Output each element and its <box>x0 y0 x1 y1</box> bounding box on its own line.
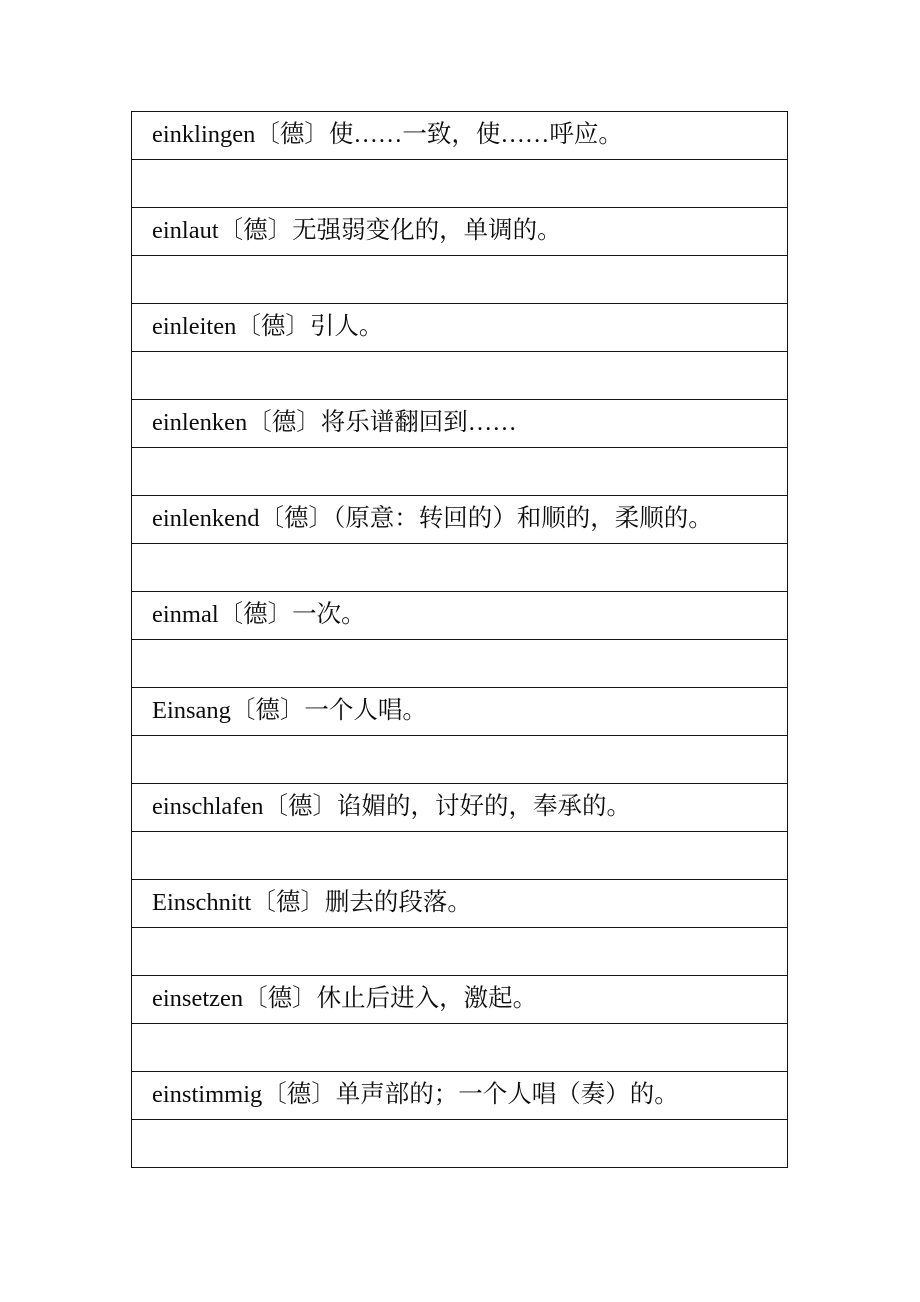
glossary-entry-cell: einlenkend〔德〕（原意：转回的）和顺的，柔顺的。 <box>132 496 788 544</box>
glossary-empty-cell <box>132 544 788 592</box>
table-row <box>132 880 788 928</box>
table-row <box>132 1120 788 1168</box>
table-row <box>132 1072 788 1120</box>
table-row <box>132 688 788 736</box>
table-row <box>132 1024 788 1072</box>
table-row <box>132 160 788 208</box>
glossary-empty-cell <box>132 1120 788 1168</box>
glossary-empty-cell <box>132 160 788 208</box>
glossary-table <box>131 111 788 1168</box>
table-row <box>132 208 788 256</box>
glossary-empty-cell <box>132 352 788 400</box>
glossary-entry-cell: einschlafen〔德〕谄媚的，讨好的，奉承的。 <box>132 784 788 832</box>
table-row <box>132 448 788 496</box>
table-row <box>132 928 788 976</box>
glossary-entry-cell: einleiten〔德〕引人。 <box>132 304 788 352</box>
table-row <box>132 784 788 832</box>
table-row <box>132 304 788 352</box>
table-row <box>132 496 788 544</box>
table-row <box>132 592 788 640</box>
table-row <box>132 352 788 400</box>
glossary-entry-cell: einlenken〔德〕将乐谱翻回到…… <box>132 400 788 448</box>
glossary-empty-cell <box>132 640 788 688</box>
table-row <box>132 640 788 688</box>
glossary-entry-cell: einsetzen〔德〕休止后进入，激起。 <box>132 976 788 1024</box>
glossary-entry-cell: Einsang〔德〕一个人唱。 <box>132 688 788 736</box>
glossary-entry-cell: Einschnitt〔德〕删去的段落。 <box>132 880 788 928</box>
glossary-empty-cell <box>132 256 788 304</box>
table-row <box>132 112 788 160</box>
glossary-entry-cell: einstimmig〔德〕单声部的；一个人唱（奏）的。 <box>132 1072 788 1120</box>
glossary-entry-cell: einmal〔德〕一次。 <box>132 592 788 640</box>
table-row <box>132 976 788 1024</box>
table-row <box>132 400 788 448</box>
glossary-entry-cell: einklingen〔德〕使……一致，使……呼应。 <box>132 112 788 160</box>
glossary-empty-cell <box>132 832 788 880</box>
glossary-entry-cell: einlaut〔德〕无强弱变化的，单调的。 <box>132 208 788 256</box>
table-row <box>132 256 788 304</box>
glossary-empty-cell <box>132 1024 788 1072</box>
table-row <box>132 544 788 592</box>
table-row <box>132 832 788 880</box>
glossary-empty-cell <box>132 448 788 496</box>
glossary-table-body <box>132 112 788 1168</box>
table-row <box>132 736 788 784</box>
glossary-empty-cell <box>132 736 788 784</box>
glossary-empty-cell <box>132 928 788 976</box>
